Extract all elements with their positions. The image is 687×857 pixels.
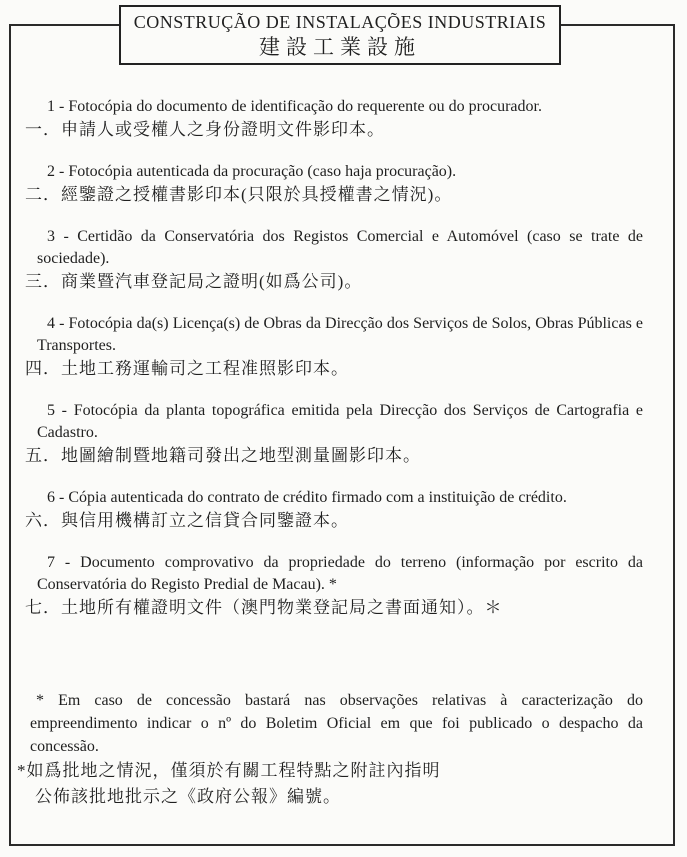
document-title-portuguese: CONSTRUÇÃO DE INSTALAÇÕES INDUSTRIAIS xyxy=(133,12,547,32)
item-6-text-portuguese: 6 - Cópia autenticada do contrato de crédito firmado com a instituição de crédito. xyxy=(47,489,567,506)
footnote-text-portuguese: * Em caso de concessão bastará nas observações relativas à caracterização do empreendimento indicar o nº do Boletim Oficial em que foi publicado o despacho da concessão. xyxy=(30,692,643,755)
footnote xyxy=(17,689,643,810)
list-item-6 xyxy=(25,487,643,532)
item-7-text-chinese: 七．土地所有權證明文件（澳門物業登記局之書面通知）。＊ xyxy=(25,598,503,617)
title-box xyxy=(119,5,561,65)
item-3-text-portuguese: 3 - Certidão da Conservatória dos Registos Comercial e Automóvel (caso se trate de sociedade). xyxy=(37,228,643,267)
item-6-text-chinese: 六．與信用機構訂立之信貸合同鑒證本。 xyxy=(25,511,349,530)
list-item-4 xyxy=(25,313,643,380)
item-3-text-chinese: 三．商業暨汽車登記局之證明(如爲公司)。 xyxy=(25,272,363,291)
list-item-7 xyxy=(25,552,643,619)
document-content xyxy=(17,96,643,810)
footnote-text-chinese-line1: *如爲批地之情況，僅須於有關工程特點之附註內指明 xyxy=(17,761,441,780)
item-1-text-portuguese: 1 - Fotocópia do documento de identificação do requerente ou do procurador. xyxy=(47,98,542,115)
item-5-text-chinese: 五．地圖繪制暨地籍司發出之地型測量圖影印本。 xyxy=(25,446,421,465)
list-item-2 xyxy=(25,161,643,206)
list-item-3 xyxy=(25,226,643,293)
item-4-text-chinese: 四．土地工務運輸司之工程准照影印本。 xyxy=(25,359,349,378)
item-2-text-chinese: 二．經鑒證之授權書影印本(只限於具授權書之情況)。 xyxy=(25,185,453,204)
item-1-text-chinese: 一．申請人或受權人之身份證明文件影印本。 xyxy=(25,120,385,139)
list-item-1 xyxy=(25,96,643,141)
footnote-text-chinese-line2: 公佈該批地批示之《政府公報》編號。 xyxy=(35,787,341,806)
item-5-text-portuguese: 5 - Fotocópia da planta topográfica emitida pela Direcção dos Serviços de Cartografia e Cadastro. xyxy=(37,402,643,441)
item-7-text-portuguese: 7 - Documento comprovativo da propriedade do terreno (informação por escrito da Conservatória do Registo Predial de Macau). * xyxy=(37,554,643,593)
item-4-text-portuguese: 4 - Fotocópia da(s) Licença(s) de Obras da Direcção dos Serviços de Solos, Obras Públicas e Transportes. xyxy=(37,315,643,354)
document-title-chinese: 建設工業設施 xyxy=(259,35,421,59)
list-item-5 xyxy=(25,400,643,467)
item-2-text-portuguese: 2 - Fotocópia autenticada da procuração (caso haja procuração). xyxy=(47,163,457,180)
